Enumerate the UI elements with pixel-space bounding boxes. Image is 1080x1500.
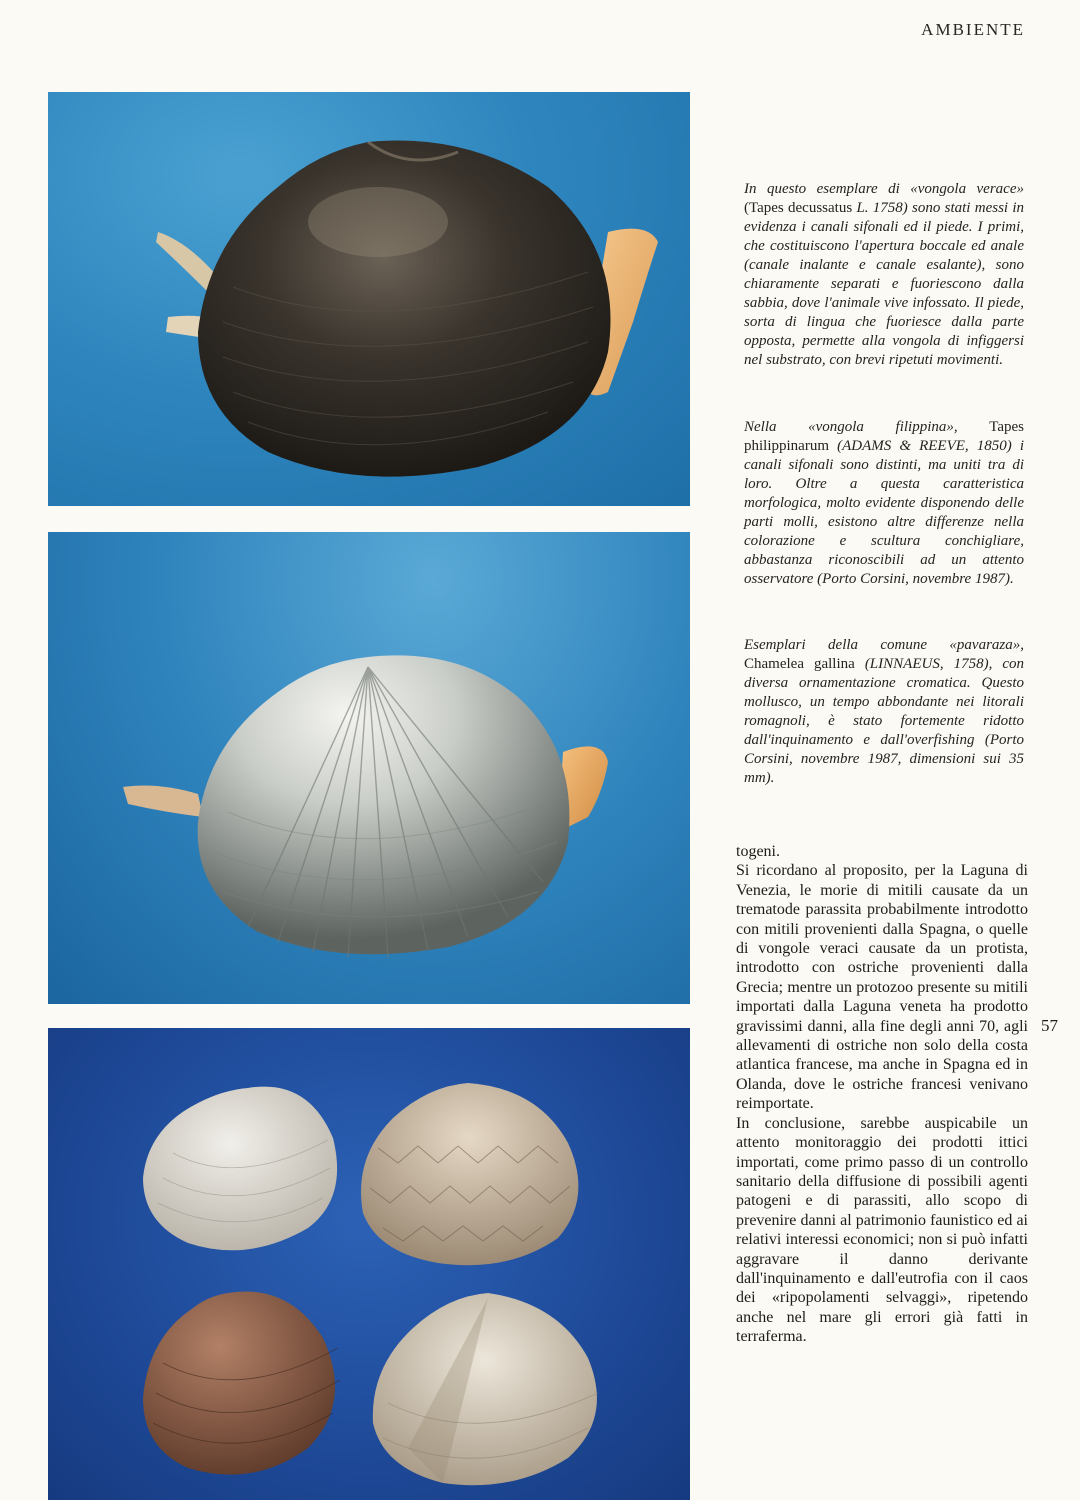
- caption-chamelea-gallina: [744, 636, 1024, 788]
- section-title: AMBIENTE: [921, 20, 1025, 39]
- body-text-column: [736, 842, 1028, 1347]
- caption-vongola-verace: [744, 180, 1024, 370]
- caption-text: (ADAMS & REEVE, 1850) i canali sifonali sono distinti, ma uniti tra di loro. Oltre a questa caratteristica morfologica, molto evidente disponendo delle parti molli, esistono altre differenze nella colorazione e scultura conchigliare, abbastanza riconoscibili ad un attento osservatore (Porto Corsini, novembre 1987).: [744, 438, 1024, 587]
- photo-chamelea-gallina: [48, 1028, 690, 1500]
- paragraph: Si ricordano al proposito, per la Laguna di Venezia, le morie di mitili causate da un trematode parassita probabilmente introdotto con mitili provenienti dalla Spagna, o quelle di vongole veraci causate da un protista, introdotto con ostriche provenienti dalla Grecia; mentre un protozoo presente su mitili importati dalla Laguna veneta ha prodotto gravissimi danni, alla fine degli anni 70, agli allevamenti di ostriche non solo della costa atlantica francese, ma anche in Spagna ed in Olanda, dove le ostriche francesi venivano reimportate.: [736, 862, 1028, 1113]
- paragraph: In conclusione, sarebbe auspicabile un attento monitoraggio dei prodotti ittici importati, come primo passo di un controllo sanitario della diffusione di possibili agenti patogeni e di parassiti, allo scopo di prevenire danni al patrimonio faunistico ed ai relativi interessi economici; non si può infatti aggravare il danno derivante dall'inquinamento e dall'eutrofia con il caos dei «ripopolamenti selvaggi», ripetendo anche nel mare gli errori già fatti in terraferma.: [736, 1114, 1028, 1346]
- page-number: 57: [1041, 1016, 1058, 1035]
- species-name: Chamelea gallina: [744, 656, 865, 672]
- caption-vongola-filippina: [744, 418, 1024, 589]
- photo-vongola-filippina: [48, 532, 690, 1004]
- caption-text: L. 1758) sono stati messi in evidenza i canali sifonali ed il piede. I primi, che costituiscono l'apertura boccale ed anale (canale inalante e canale esalante), sono chiaramente separati e fuoriescono dalla sabbia, dove l'animale vive infossato. Il piede, sorta di lingua che fuoriesce dalla parte opposta, permette alla vongola di infiggersi nel substrato, con brevi ripetuti movimenti.: [744, 200, 1024, 368]
- paragraph-continuation: togeni.: [736, 843, 780, 860]
- caption-text: Nella «vongola filippina»,: [744, 419, 990, 435]
- species-name: (Tapes decussatus: [744, 200, 857, 216]
- photo-vongola-verace: [48, 92, 690, 506]
- caption-text: Esemplari della comune «pavaraza»,: [744, 637, 1024, 653]
- caption-text: In questo esemplare di «vongola verace»: [744, 181, 1024, 197]
- species-name: Tapes philippinarum: [744, 419, 1024, 454]
- caption-text: (LINNAEUS, 1758), con diversa ornamentazione cromatica. Questo mollusco, un tempo abbondante nei litorali romagnoli, è stato fortemente ridotto dall'inquinamento e dall'overfishing (Porto Corsini, novembre 1987, dimensioni sui 35 mm).: [744, 656, 1024, 786]
